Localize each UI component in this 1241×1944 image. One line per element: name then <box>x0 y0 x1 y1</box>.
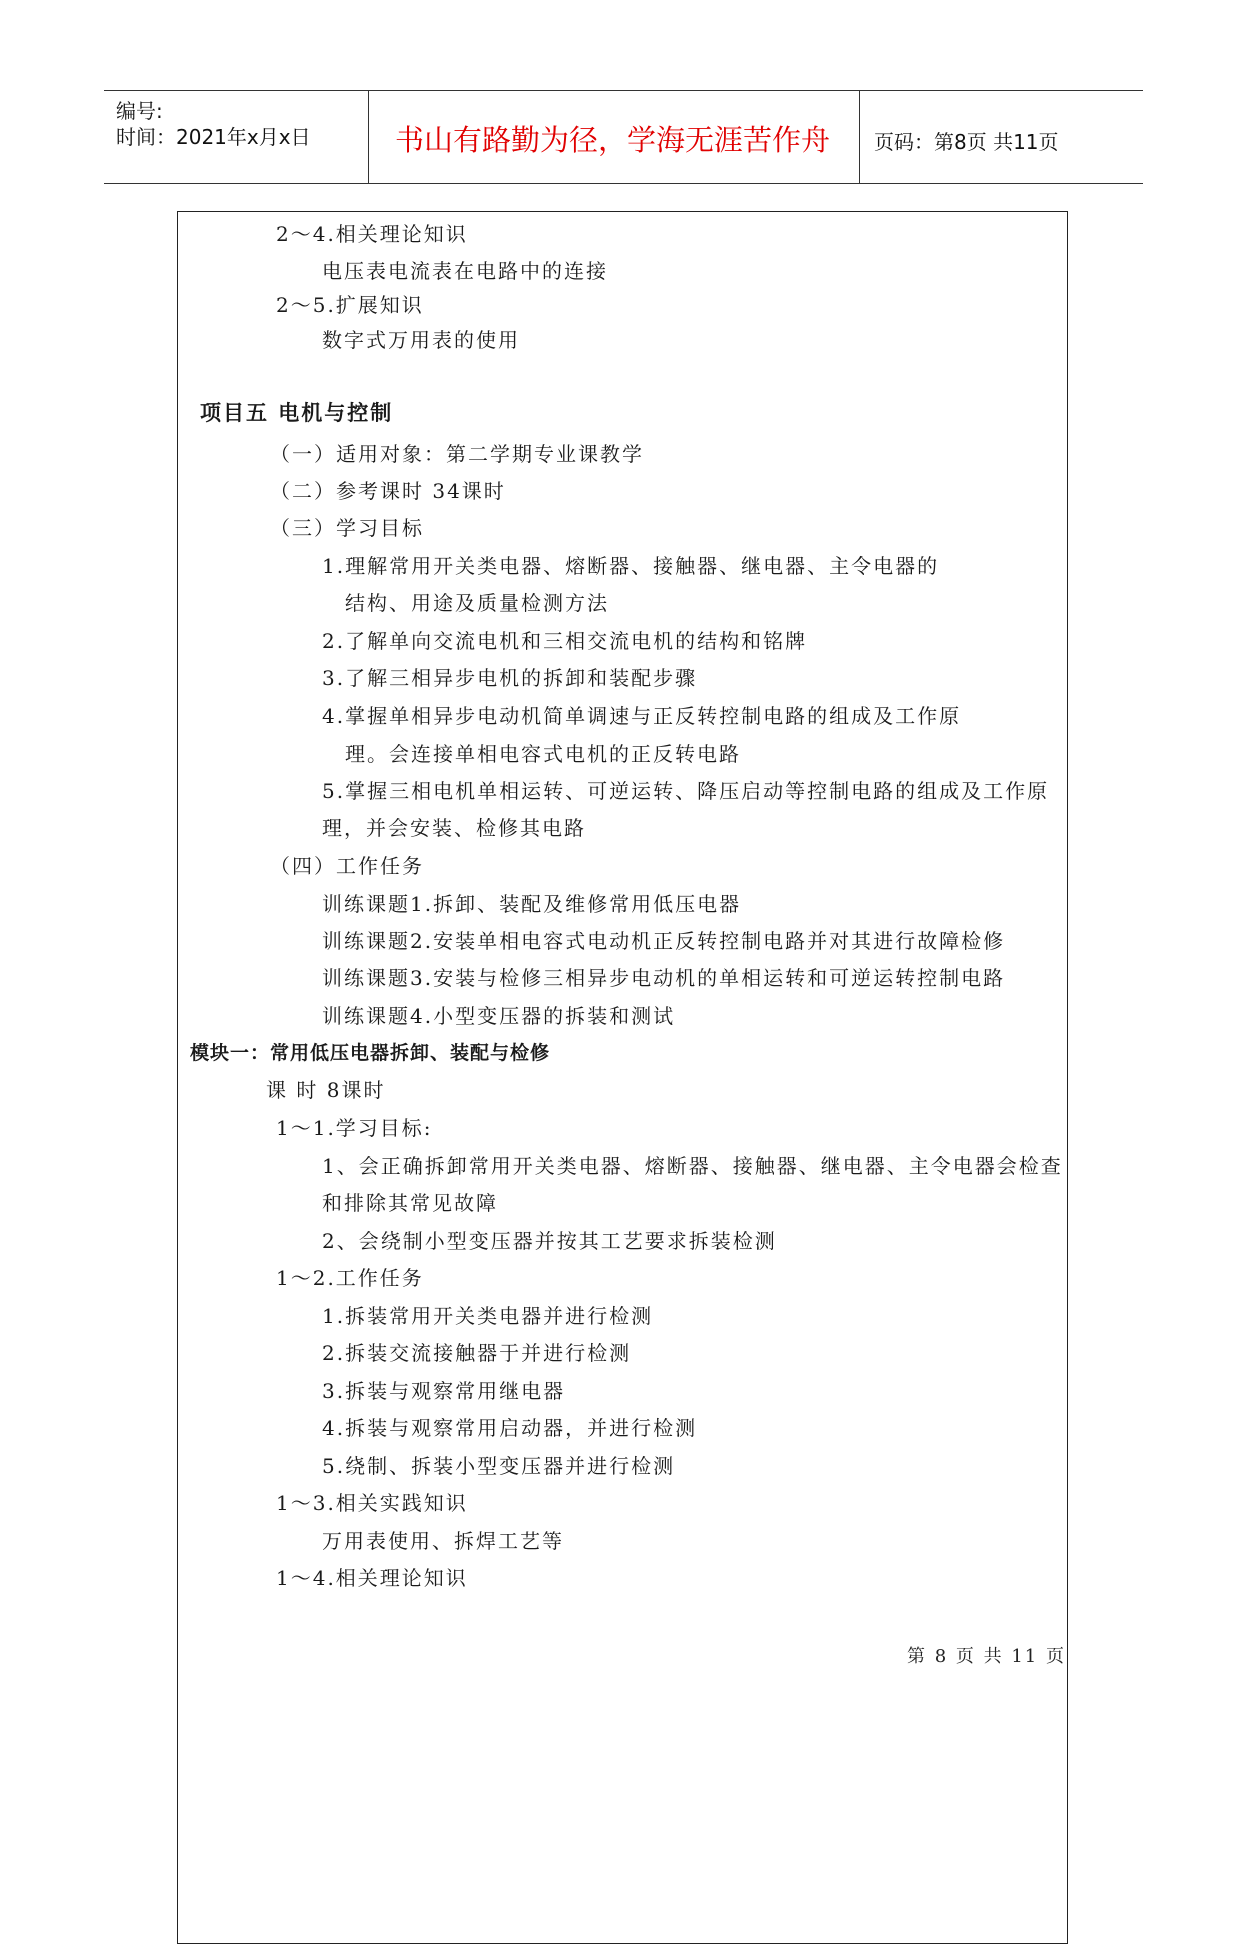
body-line: 1.拆装常用开关类电器并进行检测 <box>322 1304 654 1328</box>
body-line: 2、会绕制小型变压器并按其工艺要求拆装检测 <box>322 1229 777 1253</box>
body-line: （四）工作任务 <box>270 854 424 878</box>
body-line: 3.拆装与观察常用继电器 <box>322 1379 566 1403</box>
body-line: （二）参考课时 34课时 <box>270 479 506 503</box>
body-line: 理。会连接单相电容式电机的正反转电路 <box>345 742 741 766</box>
body-line: 5.掌握三相电机单相运转、可逆运转、降压启动等控制电路的组成及工作原 <box>322 779 1050 803</box>
motto: 书山有路勤为径，学海无涯苦作舟 <box>395 123 831 157</box>
header-divider-left <box>368 90 369 184</box>
body-line: 和排除其常见故障 <box>322 1191 498 1215</box>
body-line: 1～4.相关理论知识 <box>276 1566 468 1590</box>
body-line: 训练课题3.安装与检修三相异步电动机的单相运转和可逆运转控制电路 <box>322 966 1006 990</box>
header-divider-right <box>859 90 860 184</box>
body-line: （三）学习目标 <box>270 516 424 540</box>
body-line: 万用表使用、拆焊工艺等 <box>322 1529 564 1553</box>
body-line: 训练课题4.小型变压器的拆装和测试 <box>322 1004 676 1028</box>
serial-label: 编号: <box>116 99 163 123</box>
body-line: 5.绕制、拆装小型变压器并进行检测 <box>322 1454 676 1478</box>
body-line: 2～4.相关理论知识 <box>276 222 468 246</box>
body-line: 电压表电流表在电路中的连接 <box>322 259 608 283</box>
page-footer: 第 8 页 共 11 页 <box>907 1646 1066 1667</box>
body-line: 理，并会安装、检修其电路 <box>322 816 586 840</box>
body-line: 3.了解三相异步电机的拆卸和装配步骤 <box>322 666 698 690</box>
page-code: 页码：第8页 共11页 <box>874 130 1059 154</box>
module-title: 模块一：常用低压电器拆卸、装配与检修 <box>190 1042 551 1064</box>
body-line: 训练课题1.拆卸、装配及维修常用低压电器 <box>322 892 742 916</box>
header-top-rule <box>104 90 1143 91</box>
body-line: 2～5.扩展知识 <box>276 293 424 317</box>
section-title: 项目五 电机与控制 <box>200 401 394 425</box>
body-line: （一）适用对象：第二学期专业课教学 <box>270 442 644 466</box>
header-bottom-rule <box>104 183 1143 184</box>
body-line: 1～2.工作任务 <box>276 1266 424 1290</box>
body-line: 训练课题2.安装单相电容式电动机正反转控制电路并对其进行故障检修 <box>322 929 1006 953</box>
body-line: 1～3.相关实践知识 <box>276 1491 468 1515</box>
body-line: 4.拆装与观察常用启动器，并进行检测 <box>322 1416 698 1440</box>
date-line: 时间：2021年x月x日 <box>116 125 311 149</box>
body-line: 4.掌握单相异步电动机简单调速与正反转控制电路的组成及工作原 <box>322 704 962 728</box>
body-line: 2.了解单向交流电机和三相交流电机的结构和铭牌 <box>322 629 808 653</box>
body-line: 结构、用途及质量检测方法 <box>345 591 609 615</box>
body-line: 1～1.学习目标: <box>276 1116 433 1140</box>
body-line: 课 时 8课时 <box>266 1078 386 1102</box>
body-line: 数字式万用表的使用 <box>322 328 520 352</box>
body-line: 2.拆装交流接触器于并进行检测 <box>322 1341 632 1365</box>
body-line: 1.理解常用开关类电器、熔断器、接触器、继电器、主令电器的 <box>322 554 940 578</box>
body-line: 1、会正确拆卸常用开关类电器、熔断器、接触器、继电器、主令电器会检查 <box>322 1154 1063 1178</box>
